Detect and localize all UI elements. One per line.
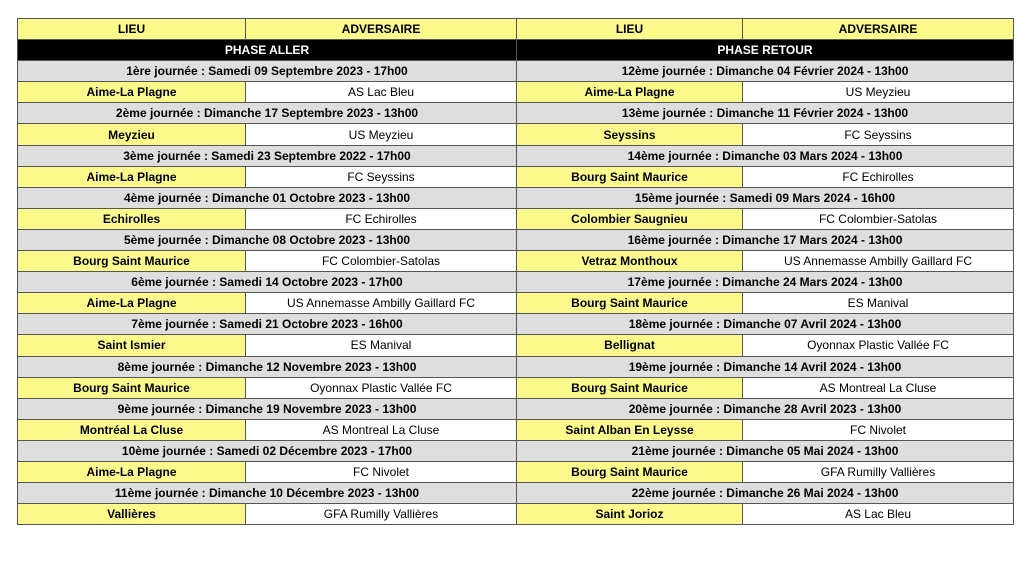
venue-aller: Vallières: [18, 504, 246, 525]
opponent-aller: AS Lac Bleu: [246, 82, 517, 103]
match-row: [18, 124, 1014, 145]
opponent-retour: AS Montreal La Cluse: [743, 377, 1014, 398]
opponent-aller: ES Manival: [246, 335, 517, 356]
round-aller: 1ère journée : Samedi 09 Septembre 2023 - 17h00: [18, 61, 517, 82]
round-row: [18, 440, 1014, 461]
venue-retour: Bourg Saint Maurice: [517, 377, 743, 398]
match-row: [18, 82, 1014, 103]
round-retour: 14ème journée : Dimanche 03 Mars 2024 - 13h00: [517, 145, 1014, 166]
header-row: [18, 19, 1014, 40]
match-row: [18, 208, 1014, 229]
match-row: [18, 504, 1014, 525]
opponent-retour: FC Nivolet: [743, 419, 1014, 440]
round-retour: 16ème journée : Dimanche 17 Mars 2024 - 13h00: [517, 229, 1014, 250]
opponent-aller: FC Seyssins: [246, 166, 517, 187]
round-aller: 6ème journée : Samedi 14 Octobre 2023 - 17h00: [18, 272, 517, 293]
venue-aller: Meyzieu: [18, 124, 246, 145]
phase-retour-title: PHASE RETOUR: [517, 40, 1014, 61]
round-retour: 20ème journée : Dimanche 28 Avril 2023 - 13h00: [517, 398, 1014, 419]
round-row: [18, 61, 1014, 82]
venue-retour: Saint Alban En Leysse: [517, 419, 743, 440]
opponent-aller: US Meyzieu: [246, 124, 517, 145]
opponent-aller: GFA Rumilly Vallières: [246, 504, 517, 525]
header-lieu-retour: LIEU: [517, 19, 743, 40]
round-aller: 4ème journée : Dimanche 01 Octobre 2023 - 13h00: [18, 187, 517, 208]
venue-aller: Aime-La Plagne: [18, 82, 246, 103]
header-adversaire-aller: ADVERSAIRE: [246, 19, 517, 40]
opponent-aller: AS Montreal La Cluse: [246, 419, 517, 440]
round-aller: 10ème journée : Samedi 02 Décembre 2023 - 17h00: [18, 440, 517, 461]
round-row: [18, 272, 1014, 293]
match-row: [18, 419, 1014, 440]
round-row: [18, 145, 1014, 166]
venue-retour: Bourg Saint Maurice: [517, 293, 743, 314]
round-retour: 13ème journée : Dimanche 11 Février 2024 - 13h00: [517, 103, 1014, 124]
round-retour: 12ème journée : Dimanche 04 Février 2024 - 13h00: [517, 61, 1014, 82]
round-aller: 8ème journée : Dimanche 12 Novembre 2023 - 13h00: [18, 356, 517, 377]
match-row: [18, 166, 1014, 187]
match-row: [18, 293, 1014, 314]
round-row: [18, 398, 1014, 419]
venue-aller: Bourg Saint Maurice: [18, 377, 246, 398]
match-row: [18, 335, 1014, 356]
venue-retour: Bellignat: [517, 335, 743, 356]
venue-retour: Saint Jorioz: [517, 504, 743, 525]
opponent-retour: US Meyzieu: [743, 82, 1014, 103]
opponent-retour: ES Manival: [743, 293, 1014, 314]
round-retour: 15ème journée : Samedi 09 Mars 2024 - 16h00: [517, 187, 1014, 208]
phase-aller-title: PHASE ALLER: [18, 40, 517, 61]
venue-retour: Vetraz Monthoux: [517, 251, 743, 272]
round-row: [18, 103, 1014, 124]
round-row: [18, 314, 1014, 335]
round-aller: 5ème journée : Dimanche 08 Octobre 2023 - 13h00: [18, 229, 517, 250]
opponent-aller: Oyonnax Plastic Vallée FC: [246, 377, 517, 398]
opponent-aller: US Annemasse Ambilly Gaillard FC: [246, 293, 517, 314]
round-row: [18, 187, 1014, 208]
match-schedule-table: [17, 18, 1014, 525]
venue-retour: Aime-La Plagne: [517, 82, 743, 103]
venue-aller: Bourg Saint Maurice: [18, 251, 246, 272]
venue-aller: Aime-La Plagne: [18, 166, 246, 187]
venue-aller: Aime-La Plagne: [18, 293, 246, 314]
opponent-aller: FC Nivolet: [246, 461, 517, 482]
opponent-aller: FC Echirolles: [246, 208, 517, 229]
opponent-retour: US Annemasse Ambilly Gaillard FC: [743, 251, 1014, 272]
round-aller: 3ème journée : Samedi 23 Septembre 2022 - 17h00: [18, 145, 517, 166]
match-row: [18, 461, 1014, 482]
phase-row: [18, 40, 1014, 61]
opponent-retour: AS Lac Bleu: [743, 504, 1014, 525]
venue-aller: Saint Ismier: [18, 335, 246, 356]
opponent-retour: GFA Rumilly Vallières: [743, 461, 1014, 482]
opponent-retour: FC Seyssins: [743, 124, 1014, 145]
round-retour: 18ème journée : Dimanche 07 Avril 2024 - 13h00: [517, 314, 1014, 335]
header-lieu-aller: LIEU: [18, 19, 246, 40]
round-aller: 2ème journée : Dimanche 17 Septembre 2023 - 13h00: [18, 103, 517, 124]
venue-retour: Colombier Saugnieu: [517, 208, 743, 229]
round-retour: 22ème journée : Dimanche 26 Mai 2024 - 13h00: [517, 483, 1014, 504]
round-aller: 11ème journée : Dimanche 10 Décembre 2023 - 13h00: [18, 483, 517, 504]
header-adversaire-retour: ADVERSAIRE: [743, 19, 1014, 40]
round-row: [18, 229, 1014, 250]
match-row: [18, 251, 1014, 272]
opponent-aller: FC Colombier-Satolas: [246, 251, 517, 272]
round-row: [18, 356, 1014, 377]
round-retour: 21ème journée : Dimanche 05 Mai 2024 - 13h00: [517, 440, 1014, 461]
round-retour: 17ème journée : Dimanche 24 Mars 2024 - 13h00: [517, 272, 1014, 293]
round-retour: 19ème journée : Dimanche 14 Avril 2024 - 13h00: [517, 356, 1014, 377]
round-aller: 9ème journée : Dimanche 19 Novembre 2023 - 13h00: [18, 398, 517, 419]
venue-retour: Bourg Saint Maurice: [517, 461, 743, 482]
opponent-retour: FC Echirolles: [743, 166, 1014, 187]
round-row: [18, 483, 1014, 504]
venue-retour: Seyssins: [517, 124, 743, 145]
match-row: [18, 377, 1014, 398]
venue-aller: Aime-La Plagne: [18, 461, 246, 482]
opponent-retour: Oyonnax Plastic Vallée FC: [743, 335, 1014, 356]
venue-retour: Bourg Saint Maurice: [517, 166, 743, 187]
round-aller: 7ème journée : Samedi 21 Octobre 2023 - 16h00: [18, 314, 517, 335]
opponent-retour: FC Colombier-Satolas: [743, 208, 1014, 229]
venue-aller: Echirolles: [18, 208, 246, 229]
venue-aller: Montréal La Cluse: [18, 419, 246, 440]
